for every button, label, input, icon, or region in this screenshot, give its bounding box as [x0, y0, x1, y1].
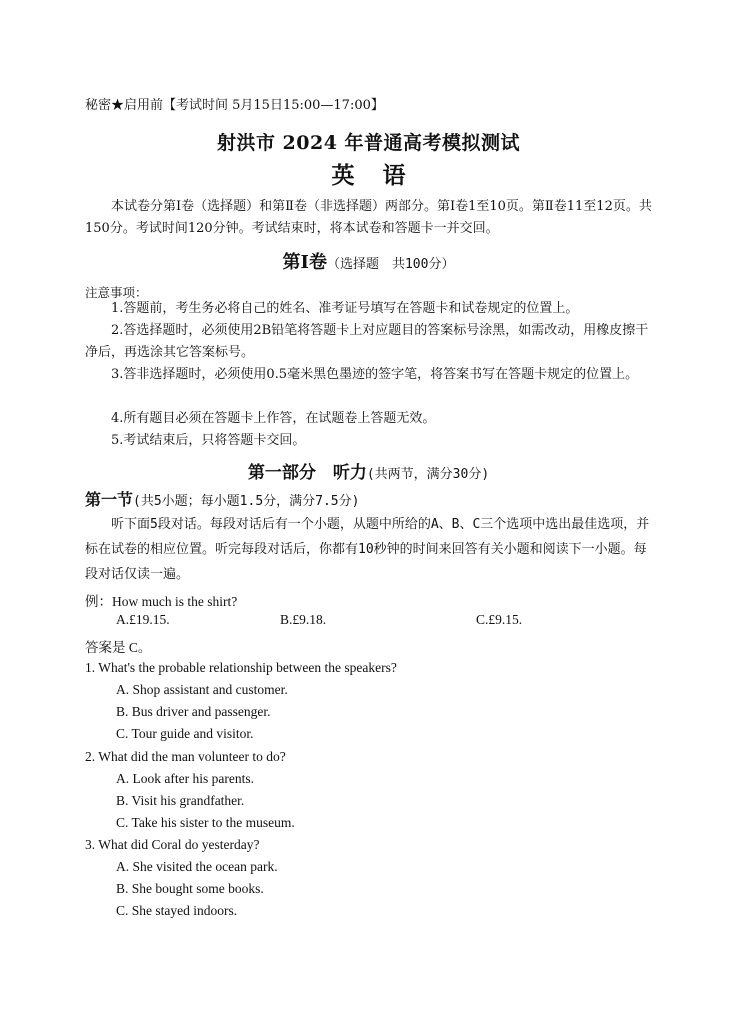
- example-question: 例：How much is the shirt?: [85, 594, 238, 609]
- part-heading: [0, 458, 737, 483]
- question-2-option-a: A. Look after his parents.: [116, 771, 254, 786]
- question-3-option-b: B. She bought some books.: [116, 881, 264, 896]
- exam-title: 射洪市 2024 年普通高考模拟测试: [216, 132, 521, 154]
- volume-heading: [0, 248, 737, 274]
- question-2-option-b: B. Visit his grandfather.: [116, 793, 245, 808]
- question-2: 2. What did the man volunteer to do?: [85, 749, 286, 764]
- section-note: (共5小题；每小题1.5分，满分7.5分): [133, 494, 360, 509]
- intro-paragraph: 本试卷分第Ⅰ卷（选择题）和第Ⅱ卷（非选择题）两部分。第Ⅰ卷1至10页。第Ⅱ卷11至12页。共150分。考试时间120分钟。考试结束时，将本试卷和答题卡一并交回。: [85, 199, 652, 236]
- question-1-option-a: A. Shop assistant and customer.: [116, 682, 288, 697]
- volume-title: 第Ⅰ卷: [282, 252, 327, 273]
- note-item: 2.答选择题时，必须使用2B铅笔将答题卡上对应题目的答案标号涂黑，如需改动，用橡皮擦干净后，再选涂其它答案标号。: [85, 323, 649, 360]
- confidential-header: 秘密★启用前【考试时间 5月15日15:00—17:00】: [85, 98, 384, 113]
- example-option-c: C.£9.15.: [476, 612, 523, 627]
- question-1-option-b: B. Bus driver and passenger.: [116, 704, 271, 719]
- question-1: 1. What's the probable relationship between the speakers?: [85, 660, 397, 675]
- part-note: (共两节，满分30分): [366, 467, 490, 482]
- note-item: 3.答非选择题时，必须使用0.5毫米黑色墨迹的签字笔，将答案书写在答题卡规定的位置上。: [111, 367, 639, 382]
- subject-title: 英语: [331, 162, 434, 189]
- question-3-option-a: A. She visited the ocean park.: [116, 859, 278, 874]
- section-heading: [85, 487, 359, 510]
- question-3-option-c: C. She stayed indoors.: [116, 903, 238, 918]
- note-item: 4.所有题目必须在答题卡上作答，在试题卷上答题无效。: [111, 411, 436, 426]
- example-option-a: A.£19.15.: [116, 612, 170, 627]
- example-option-b: B.£9.18.: [280, 612, 327, 627]
- section-title: 第一节: [85, 490, 134, 509]
- part-title: 第一部分 听力: [247, 463, 367, 483]
- note-item: 1.答题前，考生务必将自己的姓名、准考证号填写在答题卡和试卷规定的位置上。: [111, 301, 579, 316]
- question-3: 3. What did Coral do yesterday?: [85, 837, 260, 852]
- listening-instructions: 听下面5段对话。每段对话后有一个小题，从题中所给的A、B、C三个选项中选出最佳选项，并标在试卷的相应位置。听完每段对话后，你都有10秒钟的时间来回答有关小题和阅读下一小题。每段对话仅读一遍。: [85, 517, 650, 582]
- question-2-option-c: C. Take his sister to the museum.: [116, 815, 295, 830]
- note-item: 5.考试结束后，只将答题卡交回。: [111, 433, 306, 448]
- question-1-option-c: C. Tour guide and visitor.: [116, 726, 254, 741]
- volume-note: （选择题 共100分）: [326, 257, 455, 272]
- example-answer: 答案是 C。: [85, 640, 152, 655]
- notes-heading: 注意事项：: [85, 285, 148, 300]
